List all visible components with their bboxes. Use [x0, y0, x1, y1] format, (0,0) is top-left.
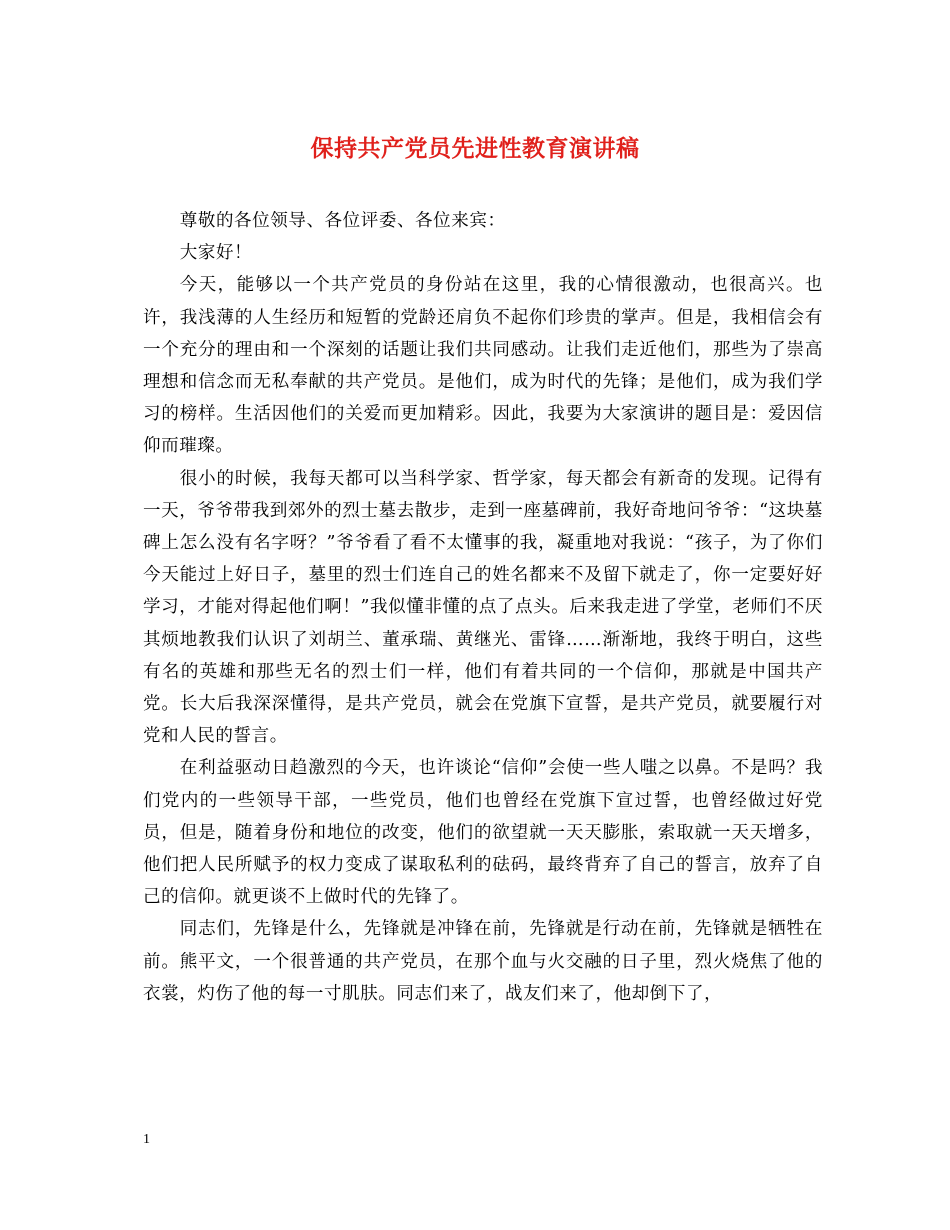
page-number: 1 — [143, 1132, 150, 1147]
paragraph-salutation: 尊敬的各位领导、各位评委、各位来宾： — [179, 211, 506, 231]
document-body — [143, 205, 823, 1010]
document-title: 保持共产党员先进性教育演讲稿 — [310, 135, 640, 162]
paragraph-vanguard: 同志们，先锋是什么，先锋就是冲锋在前，先锋就是行动在前，先锋就是牺牲在前。熊平文，一个很普通的共产党员，在那个血与火交融的日子里，烈火烧焦了他的衣裳，灼伤了他的每一寸肌肤。同志们来了，战友们来了，他却倒下了， — [143, 919, 823, 1004]
paragraph-childhood: 很小的时候，我每天都可以当科学家、哲学家，每天都会有新奇的发现。记得有一天，爷爷带我到郊外的烈士墓去散步，走到一座墓碑前，我好奇地问爷爷：“这块墓碑上怎么没有名字呀？”爷爷看了看不太懂事的我，凝重地对我说：“孩子，为了你们今天能过上好日子，墓里的烈士们连自己的姓名都来不及留下就走了，你一定要好好学习，才能对得起他们啊！”我似懂非懂的点了点头。后来我走进了学堂，老师们不厌其烦地教我们认识了刘胡兰、董承瑞、黄继光、雷锋……渐渐地，我终于明白，这些有名的英雄和那些无名的烈士们一样，他们有着共同的一个信仰，那就是中国共产党。长大后我深深懂得，是共产党员，就会在党旗下宣誓，是共产党员，就要履行对党和人民的誓言。 — [143, 468, 823, 747]
paragraph-greeting: 大家好！ — [179, 243, 253, 264]
paragraph-belief: 在利益驱动日趋激烈的今天，也许谈论“信仰”会使一些人嗤之以鼻。不是吗？我们党内的一些领导干部，一些党员，他们也曾经在党旗下宣过誓，也曾经做过好党员，但是，随着身份和地位的改变，他们的欲望就一天天膨胀，索取就一天天增多，他们把人民所赋予的权力变成了谋取私利的砝码，最终背弃了自己的誓言，放弃了自己的信仰。就更谈不上做时代的先锋了。 — [143, 758, 823, 908]
paragraph-intro: 今天，能够以一个共产党员的身份站在这里，我的心情很激动，也很高兴。也许，我浅薄的人生经历和短暂的党龄还肩负不起你们珍贵的掌声。但是，我相信会有一个充分的理由和一个深刻的话题让我们共同感动。让我们走近他们，那些为了崇高理想和信念而无私奉献的共产党员。是他们，成为时代的先锋；是他们，成为我们学习的榜样。生活因他们的关爱而更加精彩。因此，我要为大家演讲的题目是：爱因信仰而璀璨。 — [143, 275, 823, 457]
